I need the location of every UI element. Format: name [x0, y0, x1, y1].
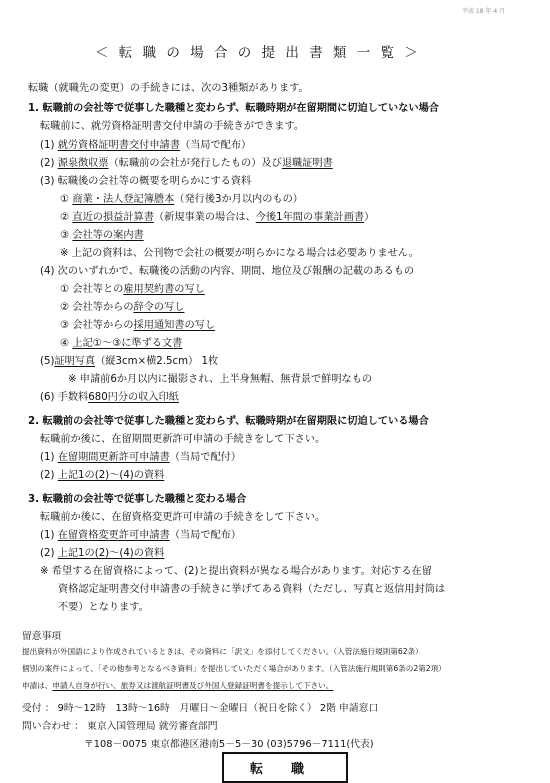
case1-item4-1-prefix: 会社等との: [72, 284, 124, 295]
case3-item1-number: (1): [40, 530, 55, 541]
case1-item3-3-number: ③: [60, 230, 70, 241]
case1-item3-2-note-b: 今後1年間の事業計画書: [255, 212, 365, 223]
case1-item3-remark: ※ 上記の資料は、公刊物で会社の概要が明らかになる場合は必要ありません。: [60, 248, 419, 259]
case1-item3-1-number: ①: [60, 194, 70, 205]
notes-line2: 個別の案件によって、「その他参考となるべき資料」を提出していただく場合があります。（入管法施行規則第6条の2第2項）: [22, 664, 446, 673]
case3-remark-line3: 不要）となります。: [58, 602, 149, 613]
inquiry-label: 問い合わせ ：: [22, 721, 84, 732]
case1-item6-prefix: (6) 手数料: [40, 392, 89, 403]
notes-line1: 提出資料が外国語により作成されているときは、その資料に「訳文」を添付してください。（入管法施行規則第62条）: [22, 647, 423, 656]
case1-item2-label-b: 退職証明書: [281, 158, 333, 169]
case1-item4: (4) 次のいずれかで、転職後の活動の内容、期間、地位及び報酬の記載のあるもの: [40, 266, 415, 277]
case1-item4-4: [60, 334, 182, 349]
case2-subtext: 転職前か後に、在留期間更新許可申請の手続きをして下さい。: [40, 434, 326, 445]
case1-item1-note: （当局で配布）: [179, 140, 252, 151]
case2-item1-label: 在留期間更新許可申請書: [57, 452, 170, 463]
category-stamp: 転職: [222, 752, 348, 783]
case1-item1: [40, 136, 251, 151]
case1-item6: [40, 388, 179, 403]
inquiry-row: [22, 718, 218, 732]
case1-item4-2: [60, 298, 184, 313]
case1-item3-3: [60, 226, 144, 241]
case1-item4-3-label: 採用通知書の写し: [133, 320, 216, 331]
case1-item4-2-prefix: 会社等からの: [72, 302, 134, 313]
case1-item2: [40, 154, 333, 169]
case1-item3-2-note-a: （新規事業の場合は、: [153, 212, 256, 223]
case3-item1-note: （当局で配布）: [169, 530, 242, 541]
notes-line3-prefix: 申請は、: [22, 681, 53, 690]
case1-item5-note: （縦3cm×横2.5cm） 1枚: [95, 356, 219, 367]
case1-item1-number: (1): [40, 140, 55, 151]
case3-subtext: 転職前か後に、在留資格変更許可申請の手続きをして下さい。: [40, 512, 326, 523]
case3-remark-line1: ※ 希望する在留資格によって、(2)と提出資料が異なる場合があります。対応する在留: [40, 566, 432, 577]
case3-remark-line2: 資格認定証明書交付申請書の手続きに挙げてある資料（ただし、写真と返信用封筒は: [58, 584, 446, 595]
case1-item4-4-number: ④: [60, 338, 70, 349]
case1-item3-3-label: 会社等の案内書: [72, 230, 144, 241]
case2-item2-number: (2): [40, 470, 55, 481]
case3-item2-number: (2): [40, 548, 55, 559]
intro-text: 転職（就職先の変更）の手続きには、次の3種類があります。: [28, 83, 309, 94]
case1-item5: [40, 352, 218, 367]
case1-item4-3-number: ③: [60, 320, 70, 331]
inquiry-office: 東京入国管理局 就労審査部門: [87, 721, 218, 732]
case1-item3-2: [60, 208, 374, 223]
case1-item3-2-number: ②: [60, 212, 70, 223]
document-reference: 平成 18 年 4 月: [462, 8, 506, 15]
case2-item1-number: (1): [40, 452, 55, 463]
page-title: ＜ 転 職 の 場 合 の 提 出 書 類 一 覧 ＞: [95, 45, 421, 61]
notes-heading: 留意事項: [22, 631, 62, 642]
case1-item2-number: (2): [40, 158, 55, 169]
case2-item2-label: 上記1の(2)～(4)の資料: [57, 470, 165, 481]
case1-item5-remark: ※ 申請前6か月以内に撮影され、上半身無帽、無背景で鮮明なもの: [68, 374, 373, 385]
case3-heading: 3. 転職前の会社等で従事した職種と変わる場合: [28, 494, 247, 505]
case1-item2-middle: （転職前の会社が発行したもの）及び: [108, 158, 282, 169]
case2-item1: [40, 448, 241, 463]
case1-item3-2-label: 直近の損益計算書: [72, 212, 154, 223]
case3-item1: [40, 526, 241, 541]
case3-item2: [40, 544, 164, 559]
case1-item4-3: [60, 316, 215, 331]
case1-item3-1-label: 商業・法人登記簿謄本: [72, 194, 175, 205]
inquiry-address: 〒108－0075 東京都港区港南5－5－30 (03)5796－7111(代表): [84, 739, 374, 750]
reception-label: 受付 ：: [22, 703, 55, 714]
case1-item4-2-number: ②: [60, 302, 70, 313]
case1-item4-1-number: ①: [60, 284, 70, 295]
case1-item1-label: 就労資格証明書交付申請書: [57, 140, 180, 151]
case2-heading: 2. 転職前の会社等で従事した職種と変わらず、転職時期が在留期限に切迫している場合: [28, 416, 429, 427]
case1-item3-1-note: （発行後3か月以内のもの）: [174, 194, 303, 205]
case1-item5-number: (5): [40, 356, 55, 367]
case1-item4-3-prefix: 会社等からの: [72, 320, 134, 331]
case1-subtext: 転職前に、就労資格証明書交付申請の手続きができます。: [40, 121, 305, 132]
reception-hours: 9時～12時 13時～16時 月曜日～金曜日（祝日を除く） 2階 申請窓口: [57, 703, 379, 714]
case1-item6-label: 680円分の収入印紙: [88, 392, 179, 403]
case3-item2-label: 上記1の(2)～(4)の資料: [57, 548, 165, 559]
case1-item3: (3) 転職後の会社等の概要を明らかにする資料: [40, 176, 252, 187]
case1-heading: 1. 転職前の会社等で従事した職種と変わらず、転職時期が在留期間に切迫していない場合: [28, 103, 439, 114]
notes-line3-body: 申請人自身が行い、旅券又は渡航証明書及び外国人登録証明書を提示して下さい。: [52, 681, 334, 690]
case2-item2: [40, 466, 164, 481]
case1-item2-label-a: 源泉徴収票: [57, 158, 109, 169]
case3-item1-label: 在留資格変更許可申請書: [57, 530, 170, 541]
case1-item3-1: [60, 190, 303, 205]
case1-item4-1-label: 雇用契約書の写し: [123, 284, 205, 295]
reception-row: [22, 700, 378, 714]
notes-line3: [22, 680, 333, 691]
case1-item4-4-label: 上記①～③に準ずる文書: [72, 338, 183, 349]
case2-item1-note: （当局で配付）: [169, 452, 242, 463]
case1-item4-2-label: 辞令の写し: [133, 302, 185, 313]
case1-item5-label: 証明写真: [54, 356, 96, 367]
case1-item4-1: [60, 280, 205, 295]
case1-item3-2-note-c: ）: [364, 212, 375, 223]
